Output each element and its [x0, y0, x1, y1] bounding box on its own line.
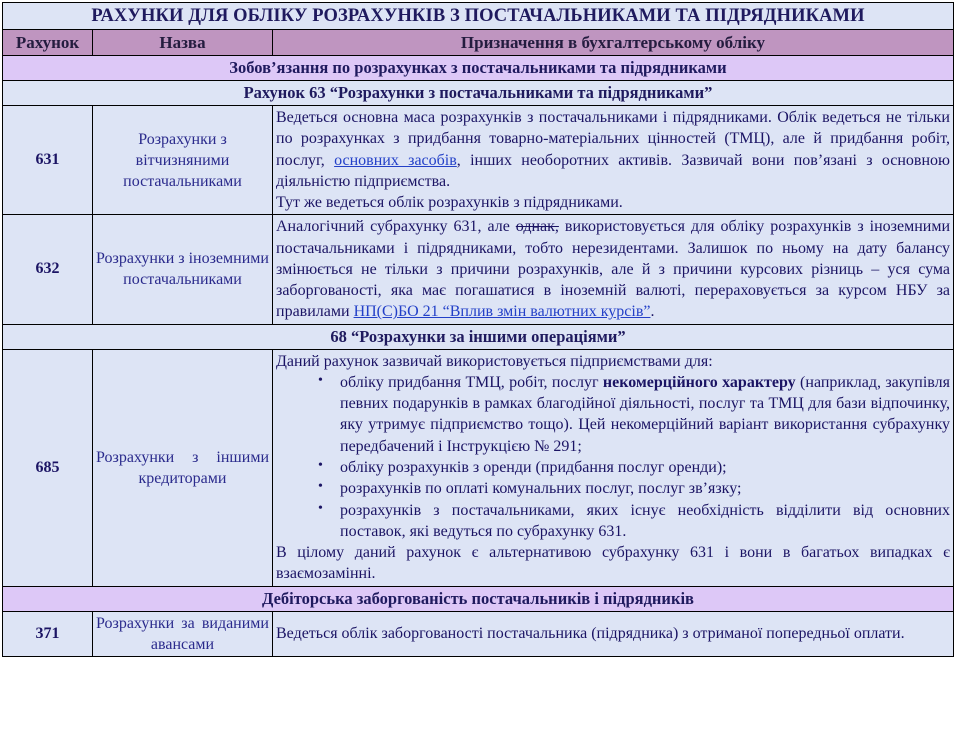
- subsection-band-account-68: 68 “Розрахунки за іншими операціями”: [3, 324, 954, 349]
- column-header-row: [3, 30, 954, 56]
- purpose-outro: В цілому даний рахунок є альтернативою субрахунку 631 і вони в багатьох випадках є взаємозамінні.: [276, 544, 950, 583]
- purpose-paragraph: [276, 216, 950, 322]
- account-code-632: 632: [3, 215, 93, 324]
- subsection-band-account-63: Рахунок 63 “Розрахунки з постачальниками та підрядниками”: [3, 81, 954, 106]
- list-item: • розрахунків з постачальниками, яких існує необхідність відділити від основних поставок, які ведуться по субрахунку 631.: [340, 500, 950, 543]
- list-item: • розрахунків по оплаті комунальних послуг, послуг зв’язку;: [340, 478, 950, 499]
- list-item: • обліку розрахунків з оренди (придбання послуг оренди);: [340, 457, 950, 478]
- purpose-text-part1: Аналогічний субрахунку 631, але: [276, 218, 516, 236]
- column-header-name: Назва: [93, 30, 273, 56]
- link-npsbo-21[interactable]: НП(С)БО 21 “Вплив змін валютних курсів”: [353, 303, 651, 321]
- bullet-text-part2: (наприклад, закупівля певних подарунків в рамках благодійної діяльності, послуг та ТМЦ для бази відпочинку, яку утримує підприємство тощо). Цей некомерційний варіант використання субрахунку передбачений і Інструкцією № 291;: [340, 373, 950, 455]
- account-purpose-371: [273, 611, 954, 656]
- list-item: [340, 372, 950, 457]
- section-band-liabilities-row: [3, 56, 954, 81]
- subsection-band-account63-row: [3, 81, 954, 106]
- account-purpose-632: [273, 215, 954, 324]
- account-name-371: Розрахунки за виданими авансами: [93, 611, 273, 656]
- table-row: [3, 611, 954, 656]
- table-row: [3, 349, 954, 586]
- section-band-liabilities: Зобов’язання по розрахунках з постачальниками та підрядниками: [3, 56, 954, 81]
- account-name-685: Розрахунки з іншими кредиторами: [93, 349, 273, 586]
- purpose-text-part3: .: [650, 303, 655, 321]
- account-purpose-631: [273, 106, 954, 215]
- page-title: РАХУНКИ ДЛЯ ОБЛІКУ РОЗРАХУНКІВ З ПОСТАЧАЛЬНИКАМИ ТА ПІДРЯДНИКАМИ: [3, 3, 954, 30]
- purpose-text-part2: , інших необоротних активів. Зазвичай вони пов’язані з основною діяльністю підприємства.: [276, 151, 950, 190]
- purpose-text-part2: використовується для обліку розрахунків з іноземними постачальниками і підрядниками, тобто нерезидентами. Залишок по ньому на дату балансу змінюється не тільки з причини розрахунків, але й з причини курсових різниць – уся сума заборгованості, яка має погашатися в іноземній валюті, перераховується за курсом НБУ за правилами: [276, 218, 950, 321]
- link-osnovni-zasoby[interactable]: основних засобів: [334, 151, 457, 169]
- bullet-text-part1: обліку придбання ТМЦ, робіт, послуг: [340, 373, 603, 391]
- purpose-text-part1: Ведеться основна маса розрахунків з постачальниками і підрядниками. Облік ведеться не тільки по розрахунках з придбання товарно-матеріальних цінностей (ТМЦ), але й придбання робіт, послуг,: [276, 109, 950, 169]
- purpose-paragraph: [276, 107, 950, 192]
- column-header-purpose: Призначення в бухгалтерському обліку: [273, 30, 954, 56]
- column-header-account: Рахунок: [3, 30, 93, 56]
- account-name-631: Розрахунки з вітчизняними постачальниками: [93, 106, 273, 215]
- table-title-row: [3, 3, 954, 30]
- purpose-intro: Даний рахунок зазвичай використовується підприємствами для:: [276, 352, 713, 370]
- bullet-text-emphasis: некомерційного характеру: [602, 373, 796, 391]
- section-band-receivables-row: [3, 586, 954, 611]
- purpose-paragraph: Ведеться облік заборгованості постачальника (підрядника) з отриманої попередньої оплати.: [276, 625, 905, 643]
- account-purpose-685: [273, 349, 954, 586]
- subsection-band-account68-row: [3, 324, 954, 349]
- accounts-reference-table: [2, 2, 954, 657]
- table-row: [3, 215, 954, 324]
- account-code-685: 685: [3, 349, 93, 586]
- struck-through-word: однак,: [515, 218, 559, 236]
- account-name-632: Розрахунки з іноземними постачальниками: [93, 215, 273, 324]
- section-band-receivables: Дебіторська заборгованість постачальників і підрядників: [3, 586, 954, 611]
- table-row: [3, 106, 954, 215]
- purpose-bullet-list: [276, 372, 950, 542]
- account-code-371: 371: [3, 611, 93, 656]
- account-code-631: 631: [3, 106, 93, 215]
- purpose-paragraph-2: Тут же ведеться облік розрахунків з підрядниками.: [276, 194, 623, 212]
